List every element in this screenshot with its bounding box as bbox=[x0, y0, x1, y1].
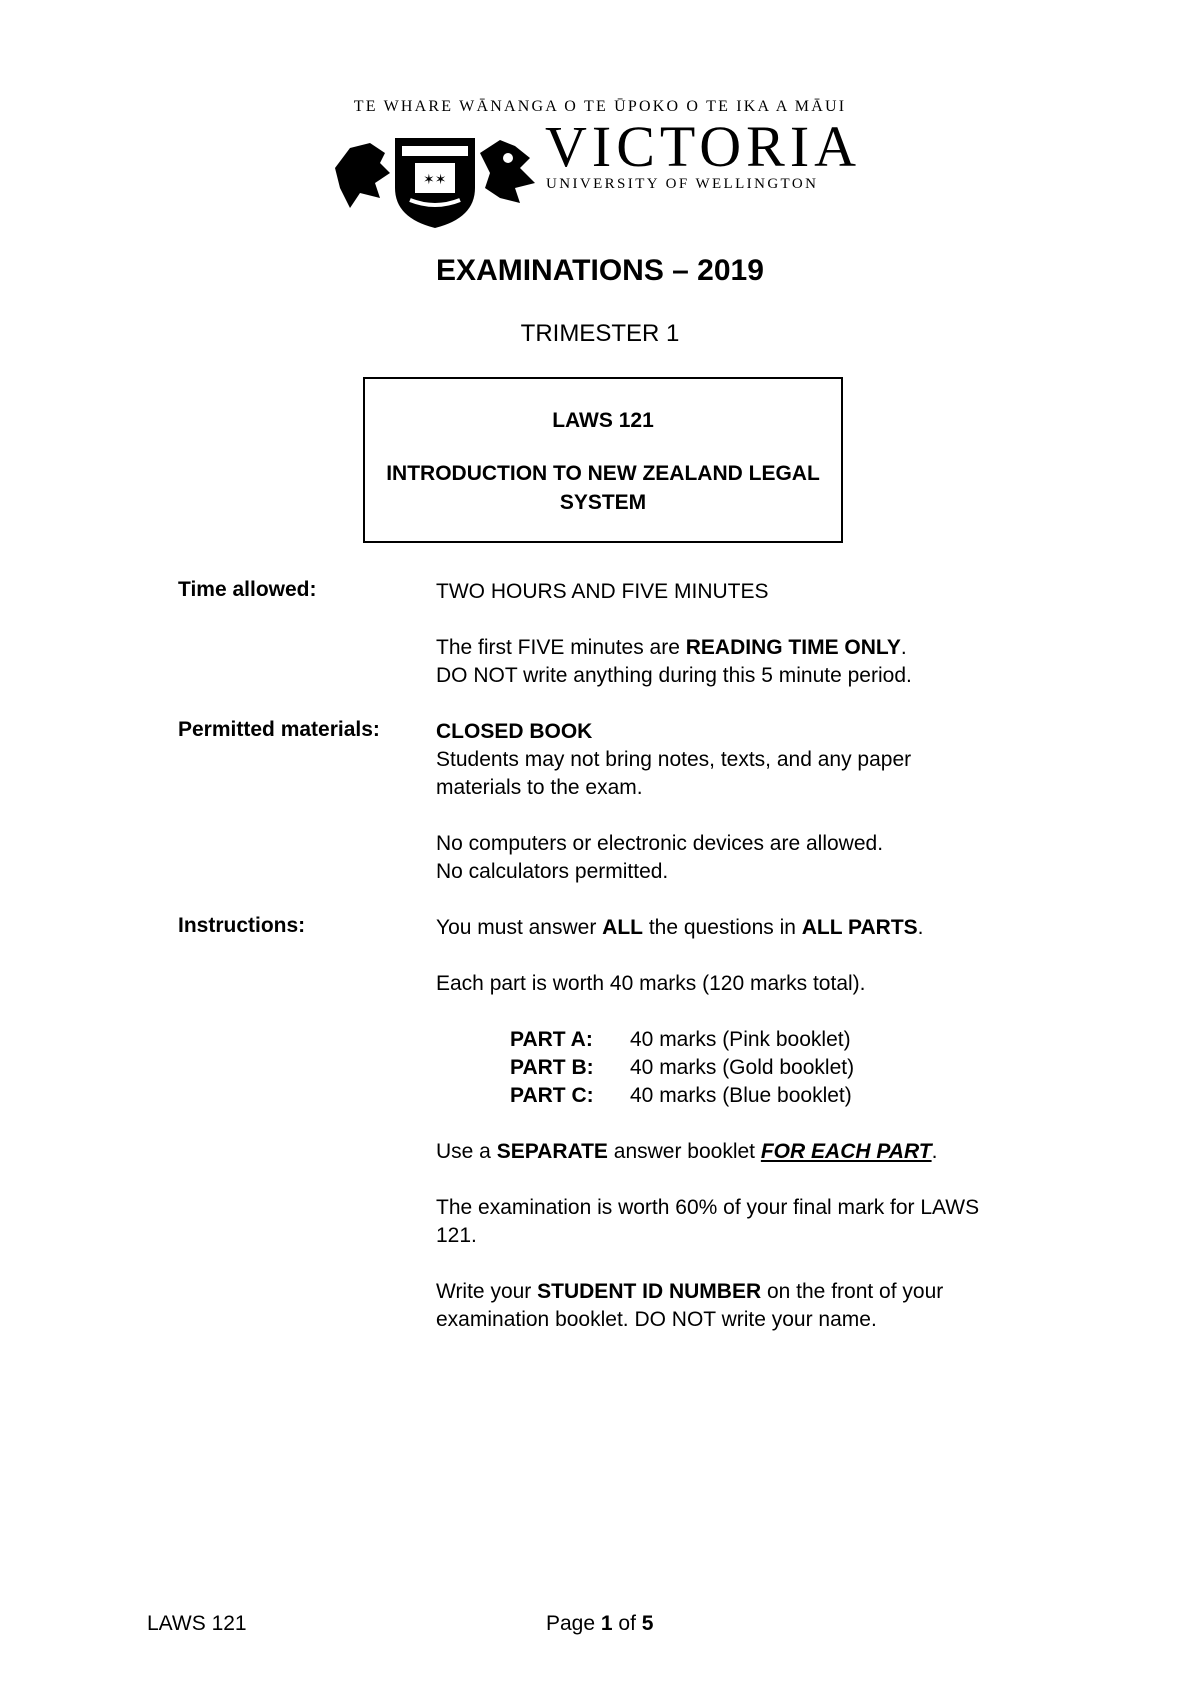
crest-icon bbox=[330, 128, 540, 228]
footer-course: LAWS 121 bbox=[147, 1612, 247, 1635]
parts-list bbox=[510, 1026, 854, 1110]
svg-text:✶✶: ✶✶ bbox=[423, 172, 447, 188]
separate-booklet-note: Use a SEPARATE answer booklet FOR EACH PART. bbox=[436, 1140, 938, 1163]
part-row: PART C: 40 marks (Blue booklet) bbox=[510, 1084, 852, 1107]
reading-time-note: The first FIVE minutes are READING TIME ONLY. DO NOT write anything during this 5 minute period. bbox=[436, 636, 912, 687]
exam-title: EXAMINATIONS – 2019 bbox=[436, 254, 764, 287]
university-logo bbox=[330, 114, 890, 228]
course-name: INTRODUCTION TO NEW ZEALAND LEGAL SYSTEM bbox=[386, 462, 820, 514]
answer-all-note: You must answer ALL the questions in ALL PARTS. bbox=[436, 916, 924, 939]
devices-note: No computers or electronic devices are allowed. No calculators permitted. bbox=[436, 832, 884, 883]
page-number: Page 1 of 5 bbox=[546, 1612, 654, 1635]
logo-university: UNIVERSITY OF WELLINGTON bbox=[546, 176, 819, 192]
materials-text: CLOSED BOOK Students may not bring notes, texts, and any paper materials to the exam. bbox=[436, 720, 912, 799]
marks-note: Each part is worth 40 marks (120 marks total). bbox=[436, 972, 866, 995]
instructions-label: Instructions: bbox=[178, 914, 306, 937]
student-id-note: Write your STUDENT ID NUMBER on the front of your examination booklet. DO NOT write your name. bbox=[436, 1280, 944, 1331]
part-row: PART B: 40 marks (Gold booklet) bbox=[510, 1056, 855, 1079]
materials-label: Permitted materials: bbox=[178, 718, 380, 741]
trimester: TRIMESTER 1 bbox=[520, 320, 680, 347]
university-tagline: TE WHARE WĀNANGA O TE ŪPOKO O TE IKA A MĀUI bbox=[353, 98, 847, 115]
time-label: Time allowed: bbox=[178, 578, 317, 601]
course-box bbox=[363, 377, 843, 543]
time-value: TWO HOURS AND FIVE MINUTES bbox=[436, 580, 769, 603]
course-code: LAWS 121 bbox=[552, 409, 654, 432]
logo-victoria: VICTORIA bbox=[545, 114, 862, 179]
worth-note: The examination is worth 60% of your final mark for LAWS 121. bbox=[436, 1196, 980, 1247]
part-row: PART A: 40 marks (Pink booklet) bbox=[510, 1028, 851, 1051]
